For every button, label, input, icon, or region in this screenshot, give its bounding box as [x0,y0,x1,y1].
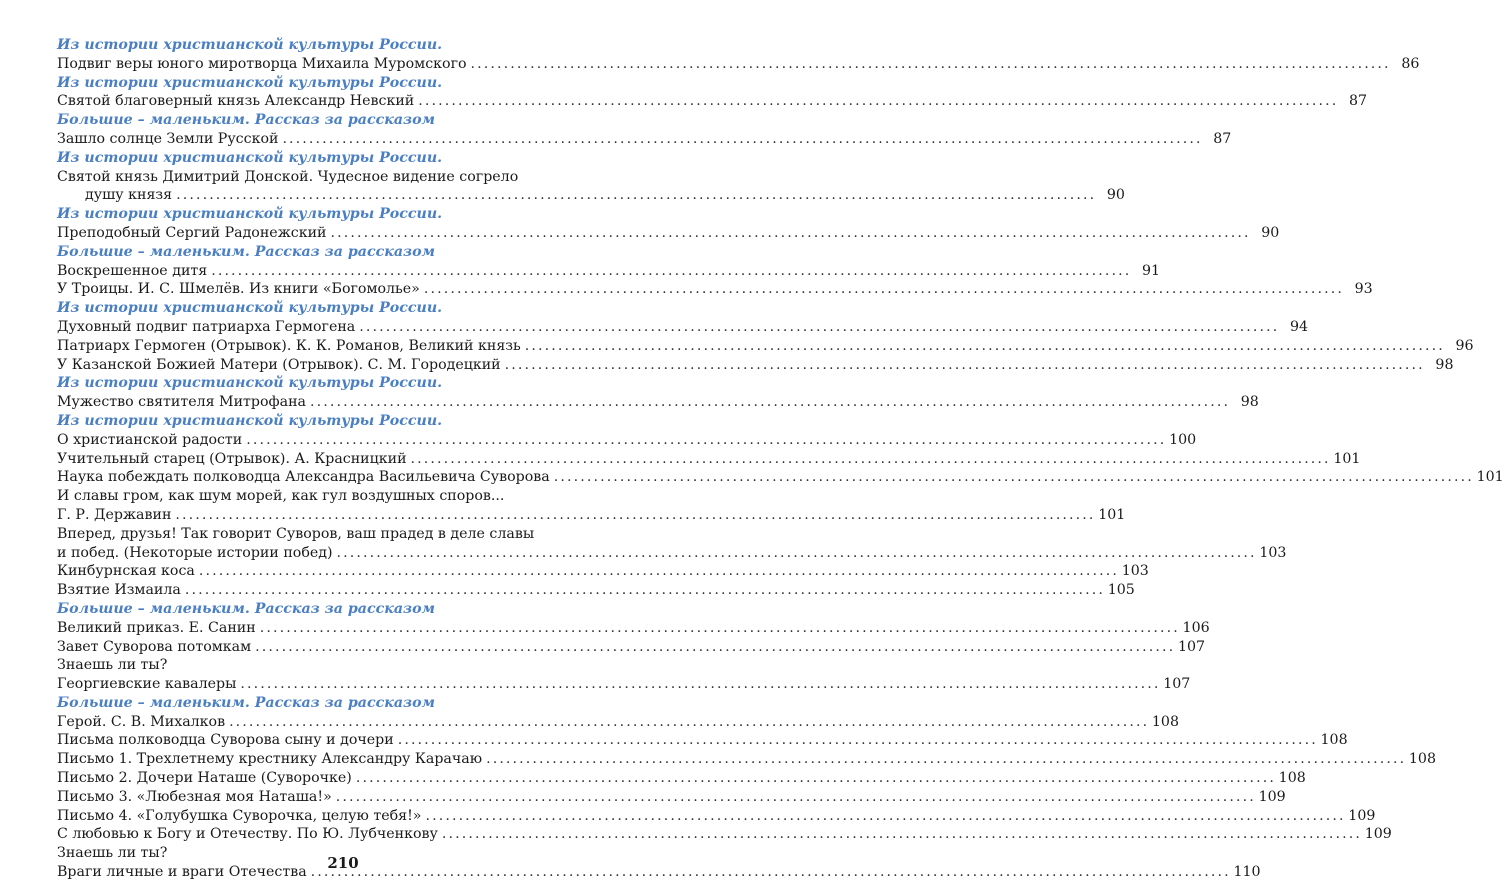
toc-entry[interactable] [57,581,1135,600]
toc-entry-page: 93 [1354,281,1373,298]
dot-leader [554,468,1471,487]
toc-entry-page: 109 [1364,826,1392,843]
toc-entry[interactable] [57,713,1179,732]
section-heading: Из истории христианской культуры России. [57,206,443,223]
toc-entry-title: Письма полководца Суворова сыну и дочери [57,732,394,749]
toc-entry[interactable] [57,788,1286,807]
toc-entry[interactable] [57,807,1376,826]
toc-entry[interactable] [57,92,1368,111]
toc-entry-page: 87 [1349,93,1368,110]
toc-entry-page: 103 [1121,563,1149,580]
dot-leader [424,280,1341,299]
toc-entry[interactable] [57,224,1280,243]
toc-entry-page: 87 [1213,130,1232,147]
toc-entry[interactable] [57,468,1504,487]
dot-leader [425,807,1342,826]
table-of-contents [57,36,1504,882]
toc-entry[interactable] [57,750,1436,769]
dot-leader [525,337,1442,356]
toc-entry-page: 110 [1233,864,1261,881]
toc-entry-title: Воскрешенное дитя [57,262,208,279]
toc-entry-title: У Казанской Божией Матери (Отрывок). С. М. Городецкий [57,356,501,373]
dot-leader [240,675,1157,694]
toc-entry[interactable] [57,562,1149,581]
dot-leader [505,356,1422,375]
dot-leader [471,55,1388,74]
toc-entry-title: Г. Р. Державин [57,506,172,523]
toc-entry-title: Преподобный Сергий Радонежский [57,224,327,241]
toc-entry-text: Вперед, друзья! Так говорит Суворов, ваш прадед в деле славы [57,525,535,542]
toc-entry-title: Георгиевские кавалеры [57,676,237,693]
section-heading: Большие – маленьким. Рассказ за рассказом [57,694,436,711]
toc-entry-page: 96 [1455,337,1474,354]
toc-entry[interactable] [57,619,1210,638]
toc-entry-page: 98 [1240,394,1259,411]
toc-entry-title: Зашло солнце Земли Русской [57,130,279,147]
toc-entry-page: 107 [1177,638,1206,655]
toc-entry-title: У Троицы. И. С. Шмелёв. Из книги «Богомолье» [57,281,420,298]
toc-entry[interactable] [57,769,1306,788]
dot-leader [185,581,1102,600]
dot-leader [211,262,1128,281]
toc-entry-title: Взятие Измаила [57,582,181,599]
section-heading: Из истории христианской культуры России. [57,37,443,53]
toc-entry-page: 94 [1290,318,1309,335]
toc-entry-page: 107 [1163,676,1191,693]
section-heading: Из истории христианской культуры России. [57,300,443,317]
toc-entry-title: Письмо 4. «Голубушка Суворочка, целую тебя!» [57,807,422,824]
toc-entry-title: Кинбурнская коса [57,563,195,580]
toc-entry-page: 90 [1261,224,1280,241]
section-heading: Большие – маленьким. Рассказ за рассказом [57,243,436,260]
toc-entry[interactable] [57,450,1361,469]
dot-leader [336,788,1253,807]
toc-entry-text: И славы гром, как шум морей, как гул воздушных споров... [57,488,505,505]
toc-entry[interactable] [57,431,1197,450]
toc-entry[interactable] [57,280,1373,299]
toc-entry-title: Мужество святителя Митрофана [57,394,306,411]
toc-entry[interactable] [57,337,1474,356]
toc-entry-title: Святой благоверный князь Александр Невский [57,93,415,110]
toc-entry-title: Духовный подвиг патриарха Гермогена [57,318,356,335]
dot-leader [199,562,1116,581]
section-heading: Из истории христианской культуры России. [57,412,443,429]
section-heading: Из истории христианской культуры России. [57,74,443,91]
toc-entry[interactable] [57,130,1232,149]
toc-entry-title: Подвиг веры юного миротворца Михаила Муромского [57,55,467,72]
toc-entry-page: 105 [1107,582,1135,599]
dot-leader [255,638,1172,657]
dot-leader [486,750,1403,769]
toc-entry-page: 90 [1106,187,1125,204]
toc-entry-text: Знаешь ли ты? [57,657,168,674]
dot-leader [356,769,1273,788]
toc-entry[interactable] [57,318,1309,337]
toc-entry[interactable] [57,675,1191,694]
toc-entry-title: Письмо 1. Трехлетнему крестнику Александру Карачаю [57,751,483,768]
dot-leader [229,713,1146,732]
section-heading: Большие – маленьким. Рассказ за рассказом [57,600,436,617]
toc-entry-title: Наука побеждать полководца Александра Васильевича Суворова [57,469,550,486]
toc-entry-page: 101 [1476,469,1504,486]
toc-entry-text: Знаешь ли ты? [57,845,168,862]
toc-entry-title: Герой. С. В. Михалков [57,713,226,730]
toc-entry[interactable] [57,55,1420,74]
toc-entry-title: Патриарх Гермоген (Отрывок). К. К. Романов, Великий князь [57,337,521,354]
page-number: 210 [327,854,359,872]
toc-entry-page: 108 [1278,770,1306,787]
toc-entry-title: С любовью к Богу и Отечеству. По Ю. Лубченкову [57,826,438,843]
toc-entry-title: Письмо 3. «Любезная моя Наташа!» [57,788,332,805]
toc-entry[interactable] [57,638,1206,657]
toc-entry-title: Письмо 2. Дочери Наташе (Суворочке) [57,770,352,787]
dot-leader [442,825,1359,844]
dot-leader [411,450,1328,469]
toc-entry-page: 100 [1169,431,1197,448]
section-heading: Из истории христианской культуры России. [57,149,443,166]
toc-entry-title: и побед. (Некоторые истории побед) [57,544,333,561]
dot-leader [359,318,1276,337]
toc-entry-page: 109 [1258,788,1286,805]
toc-entry-title: Завет Суворова потомкам [57,638,252,655]
dot-leader [330,224,1247,243]
toc-entry-page: 108 [1408,751,1436,768]
toc-entry[interactable] [57,186,1125,205]
toc-entry-title: Враги личные и враги Отечества [57,864,307,881]
toc-entry-title: О христианской радости [57,431,243,448]
toc-entry-page: 98 [1435,356,1454,373]
toc-entry-text: Святой князь Димитрий Донской. Чудесное видение согрело [57,168,519,185]
toc-entry-page: 106 [1182,619,1210,636]
dot-leader [175,506,1092,525]
toc-entry-page: 108 [1151,713,1179,730]
toc-entry[interactable] [57,544,1287,563]
dot-leader [260,619,1177,638]
toc-entry-page: 101 [1098,506,1126,523]
toc-entry[interactable] [57,393,1259,412]
dot-leader [418,92,1335,111]
toc-entry-page: 86 [1401,55,1420,72]
dot-leader [398,731,1315,750]
section-heading: Большие – маленьким. Рассказ за рассказом [57,112,436,129]
toc-entry-title: душу князя [85,187,173,204]
toc-entry[interactable] [57,825,1392,844]
toc-entry-page: 103 [1259,544,1287,561]
toc-entry[interactable] [57,262,1161,281]
dot-leader [310,393,1227,412]
toc-entry[interactable] [57,356,1454,375]
toc-entry-page: 109 [1348,807,1376,824]
toc-entry-page: 108 [1320,732,1348,749]
toc-entry-title: Учительный старец (Отрывок). А. Красницкий [57,450,407,467]
toc-entry-title: Великий приказ. Е. Санин [57,619,256,636]
dot-leader [282,130,1199,149]
toc-entry-page: 91 [1141,262,1161,279]
dot-leader [246,431,1163,450]
dot-leader [176,186,1093,205]
dot-leader [337,544,1254,563]
toc-entry[interactable] [57,506,1126,525]
toc-entry[interactable] [57,731,1348,750]
toc-entry-page: 101 [1333,450,1361,467]
section-heading: Из истории христианской культуры России. [57,375,443,392]
